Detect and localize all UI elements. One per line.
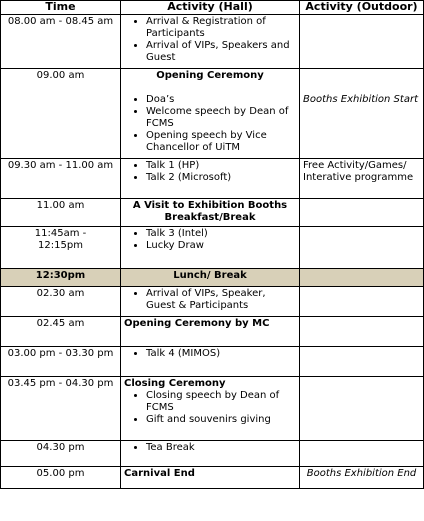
time-cell: 05.00 pm <box>1 467 121 489</box>
outdoor-cell <box>300 269 424 287</box>
header-row <box>1 1 424 15</box>
outdoor-cell: Booths Exhibition End <box>300 467 424 489</box>
table-row <box>1 441 424 467</box>
hall-cell <box>121 227 300 269</box>
hall-cell <box>121 69 300 159</box>
list-item: • Talk 1 (HP) <box>146 160 296 172</box>
list-item: • Talk 2 (Microsoft) <box>146 172 296 184</box>
outdoor-cell <box>300 227 424 269</box>
list-item: • Lucky Draw <box>146 240 296 252</box>
time-cell: 02.45 am <box>1 317 121 347</box>
outdoor-cell <box>300 317 424 347</box>
table-row <box>1 15 424 69</box>
list-item: • Opening speech by Vice Chancellor of UiTM <box>146 130 296 154</box>
hall-cell <box>121 377 300 441</box>
list-item: • Gift and souvenirs giving <box>146 414 296 426</box>
hall-cell <box>121 15 300 69</box>
outdoor-text: Booths Exhibition Start <box>303 94 418 105</box>
list-item: • Arrival & Registration of Participants <box>146 16 296 40</box>
hall-title: Closing Ceremony <box>124 378 226 389</box>
outdoor-cell <box>300 15 424 69</box>
hall-cell <box>121 441 300 467</box>
outdoor-cell <box>300 287 424 317</box>
table-row <box>1 317 424 347</box>
outdoor-cell: Free Activity/Games/ Interative programme <box>300 159 424 199</box>
header-time: Time <box>1 1 121 15</box>
outdoor-cell <box>300 347 424 377</box>
list-item: • Welcome speech by Dean of FCMS <box>146 106 296 130</box>
time-cell: 11.00 am <box>1 199 121 227</box>
table-row <box>1 377 424 441</box>
hall-cell <box>121 159 300 199</box>
outdoor-cell <box>300 69 424 159</box>
table-row <box>1 199 424 227</box>
time-cell: 09.00 am <box>1 69 121 159</box>
time-cell: 08.00 am - 08.45 am <box>1 15 121 69</box>
list-item: • Talk 4 (MIMOS) <box>146 348 296 360</box>
list-item: • Talk 3 (Intel) <box>146 228 296 240</box>
time-cell: 03.45 pm - 04.30 pm <box>1 377 121 441</box>
table-row <box>1 287 424 317</box>
list-item: • Arrival of VIPs, Speakers and Guest <box>146 40 296 64</box>
table-row <box>1 347 424 377</box>
outdoor-cell <box>300 441 424 467</box>
list-item: • Doa’s <box>146 94 296 106</box>
time-cell: 04.30 pm <box>1 441 121 467</box>
time-cell: 02.30 am <box>1 287 121 317</box>
table-row <box>1 467 424 489</box>
table-row <box>1 227 424 269</box>
table-row <box>1 69 424 159</box>
list-item: • Closing speech by Dean of FCMS <box>146 390 296 414</box>
header-hall: Activity (Hall) <box>121 1 300 15</box>
header-outdoor: Activity (Outdoor) <box>300 1 424 15</box>
time-cell: 03.00 pm - 03.30 pm <box>1 347 121 377</box>
hall-title: Carnival End <box>121 467 300 489</box>
time-cell: 09.30 am - 11.00 am <box>1 159 121 199</box>
outdoor-cell <box>300 377 424 441</box>
list-item: • Arrival of VIPs, Speaker, Guest & Participants <box>146 288 296 312</box>
time-cell: 11:45am - 12:15pm <box>1 227 121 269</box>
hall-cell <box>121 347 300 377</box>
time-cell: 12:30pm <box>1 269 121 287</box>
hall-title: A Visit to Exhibition Booths Breakfast/Break <box>121 199 300 227</box>
table-row <box>1 269 424 287</box>
hall-title: Opening Ceremony by MC <box>121 317 300 347</box>
outdoor-cell <box>300 199 424 227</box>
list-item: • Tea Break <box>146 442 296 454</box>
hall-cell <box>121 287 300 317</box>
hall-title: Opening Ceremony <box>156 70 264 81</box>
hall-title: Lunch/ Break <box>121 269 300 287</box>
table-row <box>1 159 424 199</box>
